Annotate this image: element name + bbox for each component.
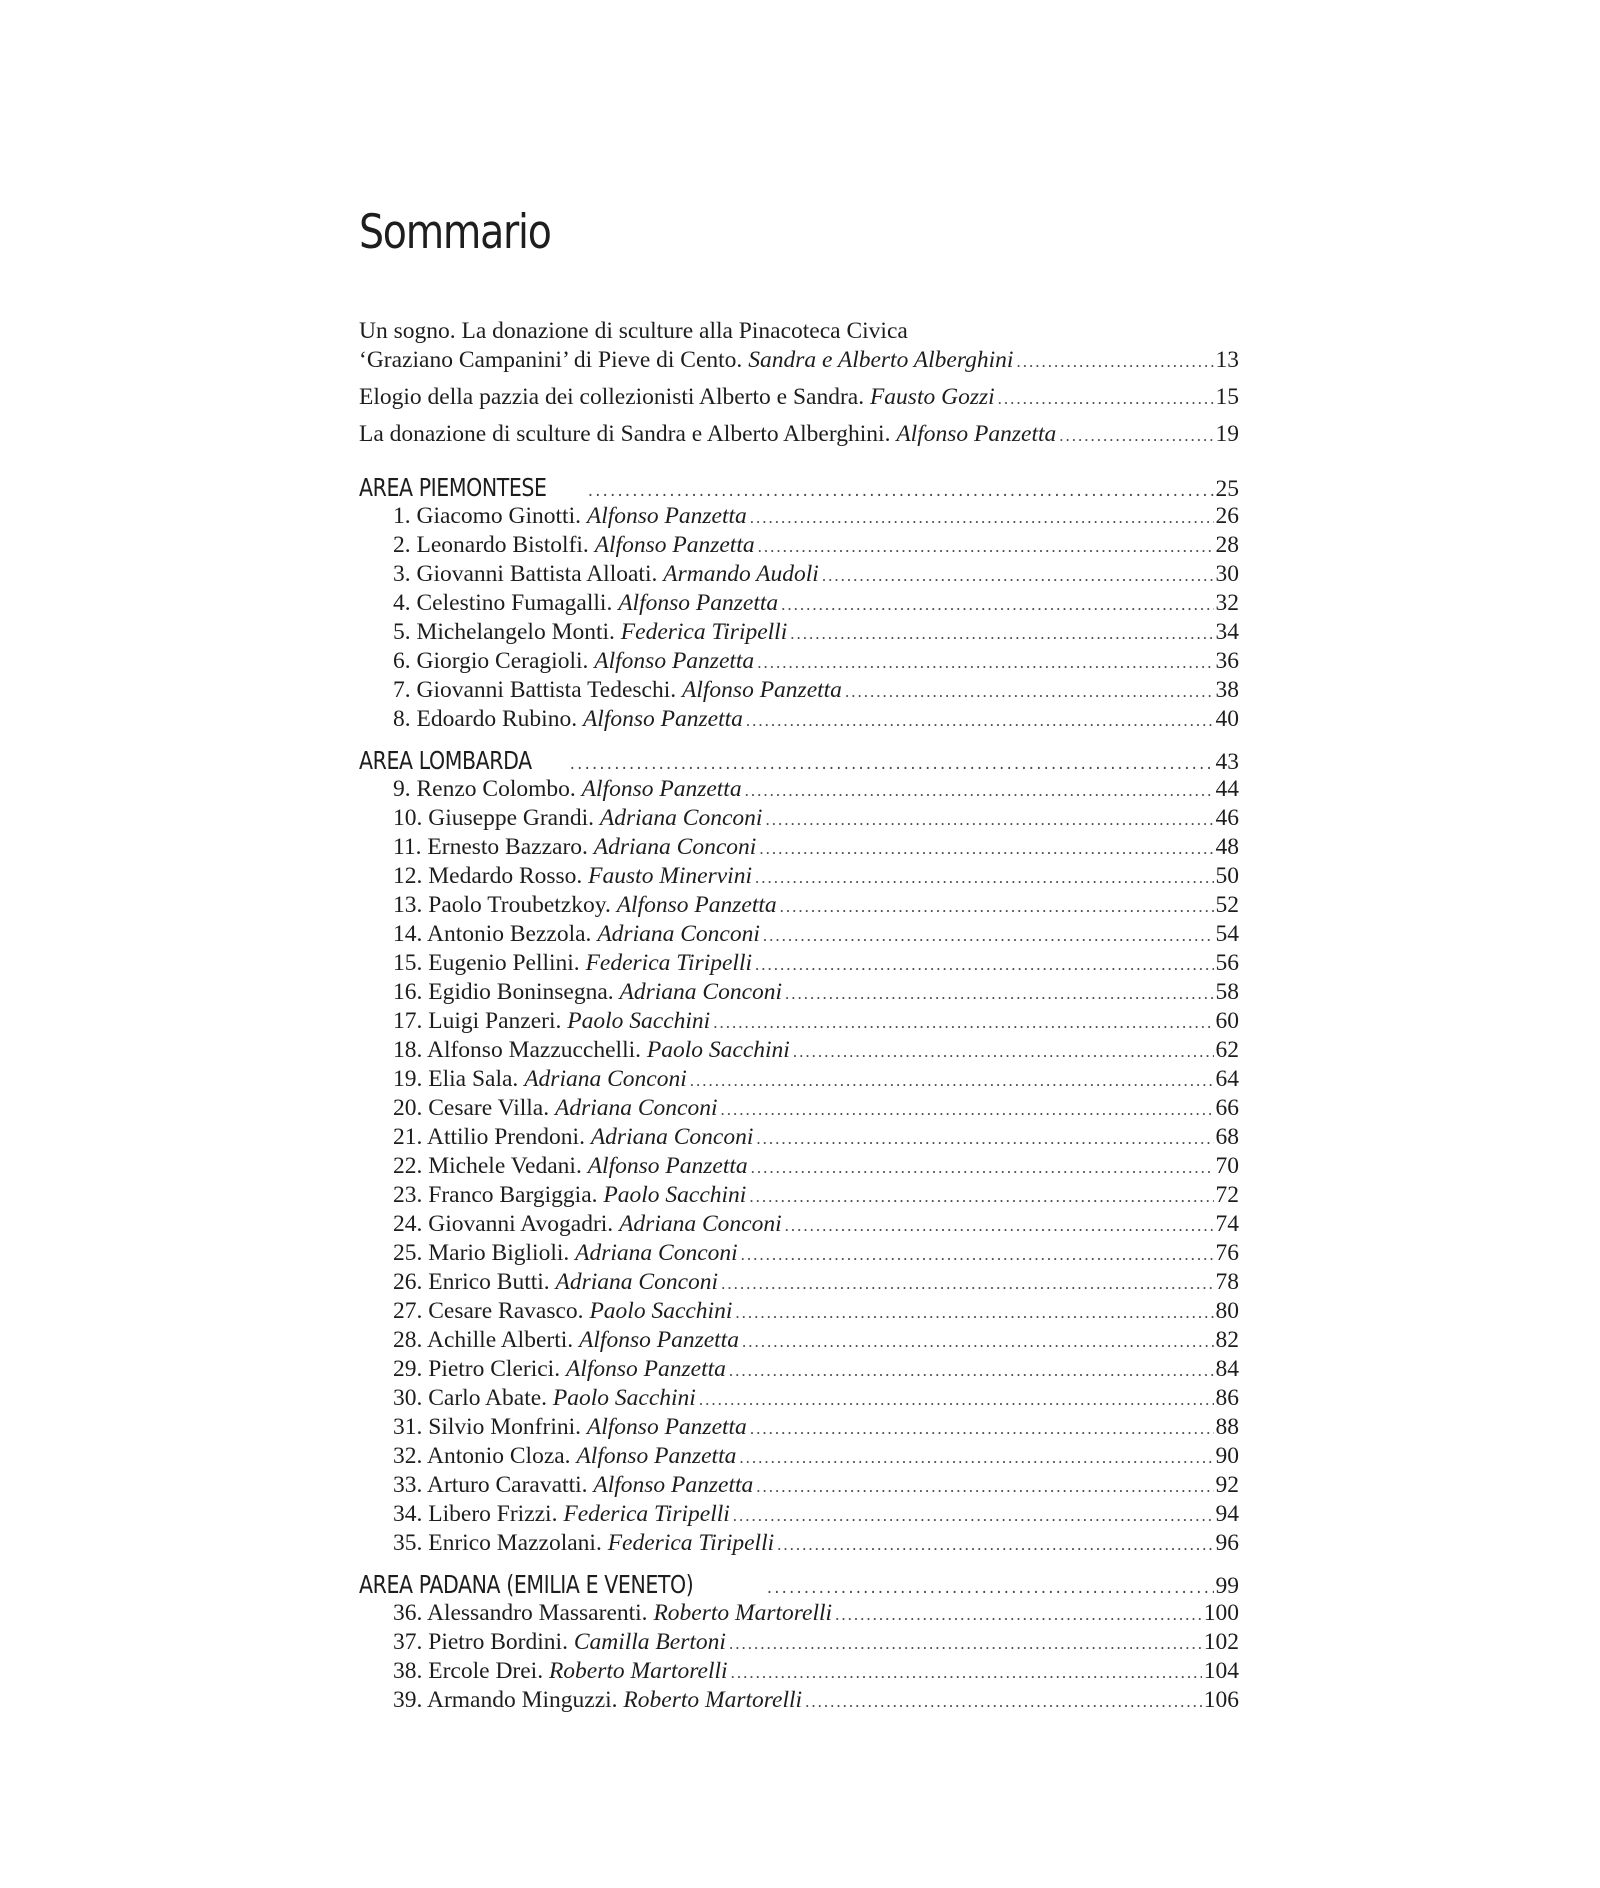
toc-entry[interactable] bbox=[359, 1686, 1239, 1715]
dot-leader bbox=[749, 1182, 1213, 1211]
toc-entry[interactable] bbox=[359, 1210, 1239, 1239]
toc-entry-title: La donazione di sculture di Sandra e Alberto Alberghini. bbox=[359, 421, 891, 447]
entry-number: 4. bbox=[393, 590, 411, 616]
entry-page: 64 bbox=[1215, 1066, 1239, 1092]
dot-leader bbox=[805, 1687, 1202, 1716]
toc-entry[interactable] bbox=[359, 775, 1239, 804]
entry-author: Paolo Sacchini bbox=[646, 1037, 790, 1063]
entry-page: 52 bbox=[1215, 892, 1239, 918]
toc-entry[interactable] bbox=[359, 1239, 1239, 1268]
entry-artist: Carlo Abate. bbox=[428, 1385, 548, 1411]
section-title: AREA PADANA (EMILIA E VENETO) bbox=[359, 1570, 694, 1599]
entry-number: 29. bbox=[393, 1356, 423, 1382]
dot-leader bbox=[777, 1530, 1213, 1559]
entry-artist: Edoardo Rubino. bbox=[416, 706, 578, 732]
entry-page: 66 bbox=[1215, 1095, 1239, 1121]
entry-author: Alfonso Panzetta bbox=[576, 1443, 737, 1469]
entry-page: 34 bbox=[1215, 619, 1239, 645]
toc-entry[interactable] bbox=[359, 804, 1239, 833]
entry-page: 28 bbox=[1215, 532, 1239, 558]
dot-leader bbox=[739, 1443, 1213, 1472]
entry-author: Roberto Martorelli bbox=[653, 1600, 833, 1626]
toc-page bbox=[359, 0, 1239, 1888]
entry-author: Federica Tiripelli bbox=[585, 950, 753, 976]
dot-leader bbox=[756, 1472, 1213, 1501]
dot-leader bbox=[767, 1574, 1214, 1603]
entry-number: 21. bbox=[393, 1124, 423, 1150]
toc-intro-entry[interactable] bbox=[359, 383, 1239, 412]
entry-page: 92 bbox=[1215, 1472, 1239, 1498]
entry-page: 30 bbox=[1215, 561, 1239, 587]
entry-author: Federica Tiripelli bbox=[563, 1501, 730, 1527]
entry-author: Paolo Sacchini bbox=[589, 1298, 733, 1324]
entry-page: 84 bbox=[1215, 1356, 1239, 1382]
table-of-contents bbox=[359, 317, 1239, 1715]
entry-artist: Enrico Mazzolani. bbox=[428, 1530, 602, 1556]
entry-artist: Giovanni Avogadri. bbox=[428, 1211, 614, 1237]
toc-entry[interactable] bbox=[359, 1326, 1239, 1355]
entry-number: 18. bbox=[393, 1037, 423, 1063]
entry-number: 31. bbox=[393, 1414, 423, 1440]
dot-leader bbox=[735, 1298, 1213, 1327]
entry-page: 86 bbox=[1215, 1385, 1239, 1411]
entry-page: 58 bbox=[1215, 979, 1239, 1005]
dot-leader bbox=[750, 503, 1214, 532]
entry-author: Alfonso Panzetta bbox=[582, 706, 743, 732]
toc-entry-author: Alfonso Panzetta bbox=[896, 421, 1057, 447]
section-page: 43 bbox=[1215, 749, 1239, 775]
dot-leader bbox=[751, 1153, 1214, 1182]
entry-number: 39. bbox=[393, 1687, 423, 1713]
entry-page: 82 bbox=[1215, 1327, 1239, 1353]
entry-author: Adriana Conconi bbox=[554, 1095, 718, 1121]
entry-number: 27. bbox=[393, 1298, 423, 1324]
entry-page: 36 bbox=[1215, 648, 1239, 674]
toc-entry-author: Fausto Gozzi bbox=[869, 384, 995, 410]
entry-author: Alfonso Panzetta bbox=[586, 503, 747, 529]
dot-leader bbox=[781, 590, 1213, 619]
toc-entry[interactable] bbox=[359, 1657, 1239, 1686]
toc-entry[interactable] bbox=[359, 1007, 1239, 1036]
entry-artist: Pietro Bordini. bbox=[428, 1629, 568, 1655]
section-page: 99 bbox=[1215, 1573, 1239, 1599]
toc-intro-entry[interactable] bbox=[359, 420, 1239, 449]
dot-leader bbox=[755, 863, 1214, 892]
entry-page: 74 bbox=[1215, 1211, 1239, 1237]
toc-entry[interactable] bbox=[359, 920, 1239, 949]
dot-leader bbox=[699, 1385, 1214, 1414]
entry-number: 30. bbox=[393, 1385, 423, 1411]
entry-artist: Arturo Caravatti. bbox=[426, 1472, 588, 1498]
dot-leader bbox=[1059, 421, 1213, 450]
entry-author: Roberto Martorelli bbox=[548, 1658, 728, 1684]
entry-artist: Achille Alberti. bbox=[426, 1327, 574, 1353]
entry-number: 7. bbox=[393, 677, 411, 703]
entry-author: Paolo Sacchini bbox=[567, 1008, 711, 1034]
section-title: AREA PIEMONTESE bbox=[359, 473, 547, 502]
entry-number: 23. bbox=[393, 1182, 423, 1208]
dot-leader bbox=[1016, 347, 1213, 376]
toc-entry-page: 15 bbox=[1215, 384, 1239, 410]
toc-entry[interactable] bbox=[359, 833, 1239, 862]
dot-leader bbox=[742, 1327, 1214, 1356]
toc-entry[interactable] bbox=[359, 1599, 1239, 1628]
entry-artist: Mario Biglioli. bbox=[428, 1240, 570, 1266]
dot-leader bbox=[755, 950, 1213, 979]
dot-leader bbox=[756, 1124, 1213, 1153]
entry-number: 11. bbox=[393, 834, 422, 860]
entry-artist: Leonardo Bistolfi. bbox=[416, 532, 589, 558]
entry-artist: Armando Minguzzi. bbox=[426, 1687, 618, 1713]
dot-leader bbox=[785, 1211, 1214, 1240]
entry-number: 14. bbox=[393, 921, 423, 947]
toc-sections bbox=[359, 473, 1239, 1715]
toc-entry[interactable] bbox=[359, 560, 1239, 589]
entry-page: 106 bbox=[1203, 1687, 1239, 1713]
dot-leader bbox=[822, 561, 1214, 590]
entry-author: Alfonso Panzetta bbox=[682, 677, 842, 703]
entry-author: Adriana Conconi bbox=[619, 1211, 782, 1237]
entry-artist: Elia Sala. bbox=[428, 1066, 519, 1092]
toc-entry[interactable] bbox=[359, 862, 1239, 891]
toc-entry-title: ‘Graziano Campanini’ di Pieve di Cento. bbox=[359, 347, 743, 373]
toc-entry[interactable] bbox=[359, 705, 1239, 734]
entry-author: Alfonso Panzetta bbox=[565, 1356, 726, 1382]
entry-page: 104 bbox=[1203, 1658, 1239, 1684]
toc-entry[interactable] bbox=[359, 1094, 1239, 1123]
toc-entry[interactable] bbox=[359, 1355, 1239, 1384]
entry-page: 48 bbox=[1215, 834, 1239, 860]
toc-entry[interactable] bbox=[359, 1413, 1239, 1442]
entry-author: Federica Tiripelli bbox=[607, 1530, 775, 1556]
entry-artist: Enrico Butti. bbox=[428, 1269, 550, 1295]
entry-artist: Alessandro Massarenti. bbox=[426, 1600, 648, 1626]
toc-entry[interactable] bbox=[359, 502, 1239, 531]
dot-leader bbox=[721, 1095, 1214, 1124]
entry-author: Alfonso Panzetta bbox=[586, 1414, 747, 1440]
entry-page: 50 bbox=[1215, 863, 1239, 889]
entry-author: Alfonso Panzetta bbox=[594, 532, 755, 558]
dot-leader bbox=[757, 648, 1213, 677]
entry-page: 70 bbox=[1215, 1153, 1239, 1179]
entry-artist: Alfonso Mazzucchelli. bbox=[426, 1037, 642, 1063]
entry-artist: Ernesto Bazzaro. bbox=[427, 834, 588, 860]
entry-artist: Giacomo Ginotti. bbox=[416, 503, 581, 529]
toc-entry-page: 13 bbox=[1215, 347, 1239, 373]
dot-leader bbox=[690, 1066, 1214, 1095]
entry-page: 100 bbox=[1203, 1600, 1239, 1626]
entry-number: 1. bbox=[393, 503, 411, 529]
entry-page: 32 bbox=[1215, 590, 1239, 616]
entry-author: Adriana Conconi bbox=[575, 1240, 738, 1266]
entry-artist: Giovanni Battista Tedeschi. bbox=[416, 677, 677, 703]
toc-entry-page: 19 bbox=[1215, 421, 1239, 447]
entry-number: 6. bbox=[393, 648, 411, 674]
entry-number: 20. bbox=[393, 1095, 423, 1121]
entry-author: Alfonso Panzetta bbox=[579, 1327, 739, 1353]
dot-leader bbox=[785, 979, 1213, 1008]
entry-page: 102 bbox=[1203, 1629, 1239, 1655]
entry-artist: Michele Vedani. bbox=[428, 1153, 582, 1179]
entry-author: Adriana Conconi bbox=[555, 1269, 719, 1295]
entry-page: 78 bbox=[1215, 1269, 1239, 1295]
toc-entry[interactable] bbox=[359, 589, 1239, 618]
entry-number: 37. bbox=[393, 1629, 423, 1655]
toc-section-heading[interactable] bbox=[359, 473, 1239, 502]
entry-number: 28. bbox=[393, 1327, 423, 1353]
dot-leader bbox=[835, 1600, 1202, 1629]
entry-number: 36. bbox=[393, 1600, 423, 1626]
toc-entry[interactable] bbox=[359, 1036, 1239, 1065]
entry-author: Adriana Conconi bbox=[593, 834, 757, 860]
entry-number: 9. bbox=[393, 776, 411, 802]
entry-artist: Paolo Troubetzkoy. bbox=[428, 892, 611, 918]
entry-author: Alfonso Panzetta bbox=[618, 590, 779, 616]
entry-page: 90 bbox=[1215, 1443, 1239, 1469]
dot-leader bbox=[998, 384, 1214, 413]
toc-entry[interactable] bbox=[359, 978, 1239, 1007]
entry-artist: Libero Frizzi. bbox=[428, 1501, 558, 1527]
dot-leader bbox=[729, 1629, 1202, 1658]
section-page: 25 bbox=[1215, 476, 1239, 502]
dot-leader bbox=[745, 776, 1214, 805]
entry-artist: Antonio Cloza. bbox=[426, 1443, 571, 1469]
dot-leader bbox=[765, 805, 1213, 834]
toc-entry[interactable] bbox=[359, 891, 1239, 920]
entry-artist: Egidio Boninsegna. bbox=[428, 979, 614, 1005]
toc-entry[interactable] bbox=[359, 949, 1239, 978]
toc-entry[interactable] bbox=[359, 1384, 1239, 1413]
entry-page: 72 bbox=[1215, 1182, 1239, 1208]
entry-number: 24. bbox=[393, 1211, 423, 1237]
entry-number: 32. bbox=[393, 1443, 423, 1469]
entry-author: Camilla Bertoni bbox=[573, 1629, 726, 1655]
entry-number: 26. bbox=[393, 1269, 423, 1295]
entry-author: Fausto Minervini bbox=[588, 863, 752, 889]
entry-number: 35. bbox=[393, 1530, 423, 1556]
entry-number: 13. bbox=[393, 892, 423, 918]
dot-leader bbox=[733, 1501, 1214, 1530]
section-title: AREA LOMBARDA bbox=[359, 746, 532, 775]
toc-entry[interactable] bbox=[359, 1065, 1239, 1094]
entry-author: Alfonso Panzetta bbox=[616, 892, 777, 918]
entry-artist: Michelangelo Monti. bbox=[416, 619, 615, 645]
dot-leader bbox=[731, 1658, 1202, 1687]
dot-leader bbox=[845, 677, 1214, 706]
toc-entry[interactable] bbox=[359, 1628, 1239, 1657]
dot-leader bbox=[758, 532, 1214, 561]
entry-number: 3. bbox=[393, 561, 411, 587]
entry-number: 12. bbox=[393, 863, 423, 889]
entry-author: Alfonso Panzetta bbox=[587, 1153, 748, 1179]
entry-author: Federica Tiripelli bbox=[620, 619, 788, 645]
toc-entry[interactable] bbox=[359, 1297, 1239, 1326]
entry-number: 15. bbox=[393, 950, 423, 976]
entry-page: 76 bbox=[1215, 1240, 1239, 1266]
dot-leader bbox=[790, 619, 1213, 648]
toc-entry[interactable] bbox=[359, 1268, 1239, 1297]
entry-author: Alfonso Panzetta bbox=[594, 648, 755, 674]
entry-page: 96 bbox=[1215, 1530, 1239, 1556]
entry-number: 25. bbox=[393, 1240, 423, 1266]
entry-author: Adriana Conconi bbox=[590, 1124, 754, 1150]
entry-page: 56 bbox=[1215, 950, 1239, 976]
entry-page: 88 bbox=[1215, 1414, 1239, 1440]
entry-artist: Luigi Panzeri. bbox=[428, 1008, 562, 1034]
entry-number: 22. bbox=[393, 1153, 423, 1179]
dot-leader bbox=[741, 1240, 1214, 1269]
entry-page: 26 bbox=[1215, 503, 1239, 529]
entry-page: 60 bbox=[1215, 1008, 1239, 1034]
dot-leader bbox=[759, 834, 1213, 863]
dot-leader bbox=[721, 1269, 1213, 1298]
entry-artist: Attilio Prendoni. bbox=[426, 1124, 585, 1150]
toc-entry[interactable] bbox=[359, 1123, 1239, 1152]
toc-intro-entry[interactable] bbox=[359, 346, 1239, 375]
entry-number: 5. bbox=[393, 619, 411, 645]
entry-page: 80 bbox=[1215, 1298, 1239, 1324]
dot-leader bbox=[780, 892, 1214, 921]
entry-page: 68 bbox=[1215, 1124, 1239, 1150]
entry-number: 16. bbox=[393, 979, 423, 1005]
entry-author: Adriana Conconi bbox=[524, 1066, 687, 1092]
dot-leader bbox=[746, 706, 1214, 735]
entry-page: 38 bbox=[1215, 677, 1239, 703]
entry-artist: Cesare Ravasco. bbox=[428, 1298, 584, 1324]
toc-entry[interactable] bbox=[359, 1500, 1239, 1529]
entry-number: 33. bbox=[393, 1472, 423, 1498]
dot-leader bbox=[729, 1356, 1214, 1385]
toc-entry[interactable] bbox=[359, 647, 1239, 676]
entry-author: Adriana Conconi bbox=[599, 805, 763, 831]
entry-page: 40 bbox=[1215, 706, 1239, 732]
toc-entry[interactable] bbox=[359, 676, 1239, 705]
entry-artist: Antonio Bezzola. bbox=[426, 921, 592, 947]
entry-page: 94 bbox=[1215, 1501, 1239, 1527]
dot-leader bbox=[793, 1037, 1214, 1066]
entry-artist: Giovanni Battista Alloati. bbox=[416, 561, 658, 587]
entry-page: 44 bbox=[1215, 776, 1239, 802]
entry-number: 19. bbox=[393, 1066, 423, 1092]
toc-entry[interactable] bbox=[359, 531, 1239, 560]
toc-entry[interactable] bbox=[359, 1181, 1239, 1210]
toc-section-heading[interactable] bbox=[359, 1570, 1239, 1599]
toc-intro-line: Un sogno. La donazione di sculture alla Pinacoteca Civica bbox=[359, 318, 908, 344]
entry-author: Roberto Martorelli bbox=[623, 1687, 803, 1713]
entry-number: 34. bbox=[393, 1501, 423, 1527]
toc-entry-author: Sandra e Alberto Alberghini bbox=[748, 347, 1014, 373]
entry-number: 8. bbox=[393, 706, 411, 732]
entry-author: Adriana Conconi bbox=[619, 979, 783, 1005]
entry-artist: Giuseppe Grandi. bbox=[428, 805, 595, 831]
page-title: Sommario bbox=[359, 205, 551, 260]
entry-author: Adriana Conconi bbox=[597, 921, 760, 947]
entry-artist: Celestino Fumagalli. bbox=[416, 590, 613, 616]
toc-entry[interactable] bbox=[359, 618, 1239, 647]
toc-entry[interactable] bbox=[359, 1442, 1239, 1471]
dot-leader bbox=[750, 1414, 1214, 1443]
entry-page: 62 bbox=[1215, 1037, 1239, 1063]
entry-artist: Franco Bargiggia. bbox=[428, 1182, 598, 1208]
entry-author: Armando Audoli bbox=[663, 561, 819, 587]
entry-artist: Medardo Rosso. bbox=[428, 863, 583, 889]
entry-artist: Renzo Colombo. bbox=[416, 776, 576, 802]
dot-leader bbox=[713, 1008, 1213, 1037]
entry-author: Alfonso Panzetta bbox=[593, 1472, 754, 1498]
toc-section-heading[interactable] bbox=[359, 746, 1239, 775]
entry-author: Paolo Sacchini bbox=[603, 1182, 747, 1208]
toc-entry[interactable] bbox=[359, 1471, 1239, 1500]
toc-entry-title: Elogio della pazzia dei collezionisti Alberto e Sandra. bbox=[359, 384, 865, 410]
entry-author: Alfonso Panzetta bbox=[581, 776, 742, 802]
entry-artist: Eugenio Pellini. bbox=[428, 950, 580, 976]
entry-number: 17. bbox=[393, 1008, 423, 1034]
entry-artist: Ercole Drei. bbox=[428, 1658, 544, 1684]
entry-number: 10. bbox=[393, 805, 423, 831]
entry-page: 46 bbox=[1215, 805, 1239, 831]
toc-entry[interactable] bbox=[359, 1152, 1239, 1181]
entry-page: 54 bbox=[1215, 921, 1239, 947]
entry-number: 2. bbox=[393, 532, 411, 558]
entry-artist: Giorgio Ceragioli. bbox=[416, 648, 589, 674]
entry-artist: Cesare Villa. bbox=[428, 1095, 550, 1121]
entry-number: 38. bbox=[393, 1658, 423, 1684]
dot-leader bbox=[763, 921, 1214, 950]
entry-artist: Pietro Clerici. bbox=[428, 1356, 561, 1382]
toc-entry[interactable] bbox=[359, 1529, 1239, 1558]
entry-author: Paolo Sacchini bbox=[552, 1385, 696, 1411]
entry-artist: Silvio Monfrini. bbox=[428, 1414, 582, 1440]
